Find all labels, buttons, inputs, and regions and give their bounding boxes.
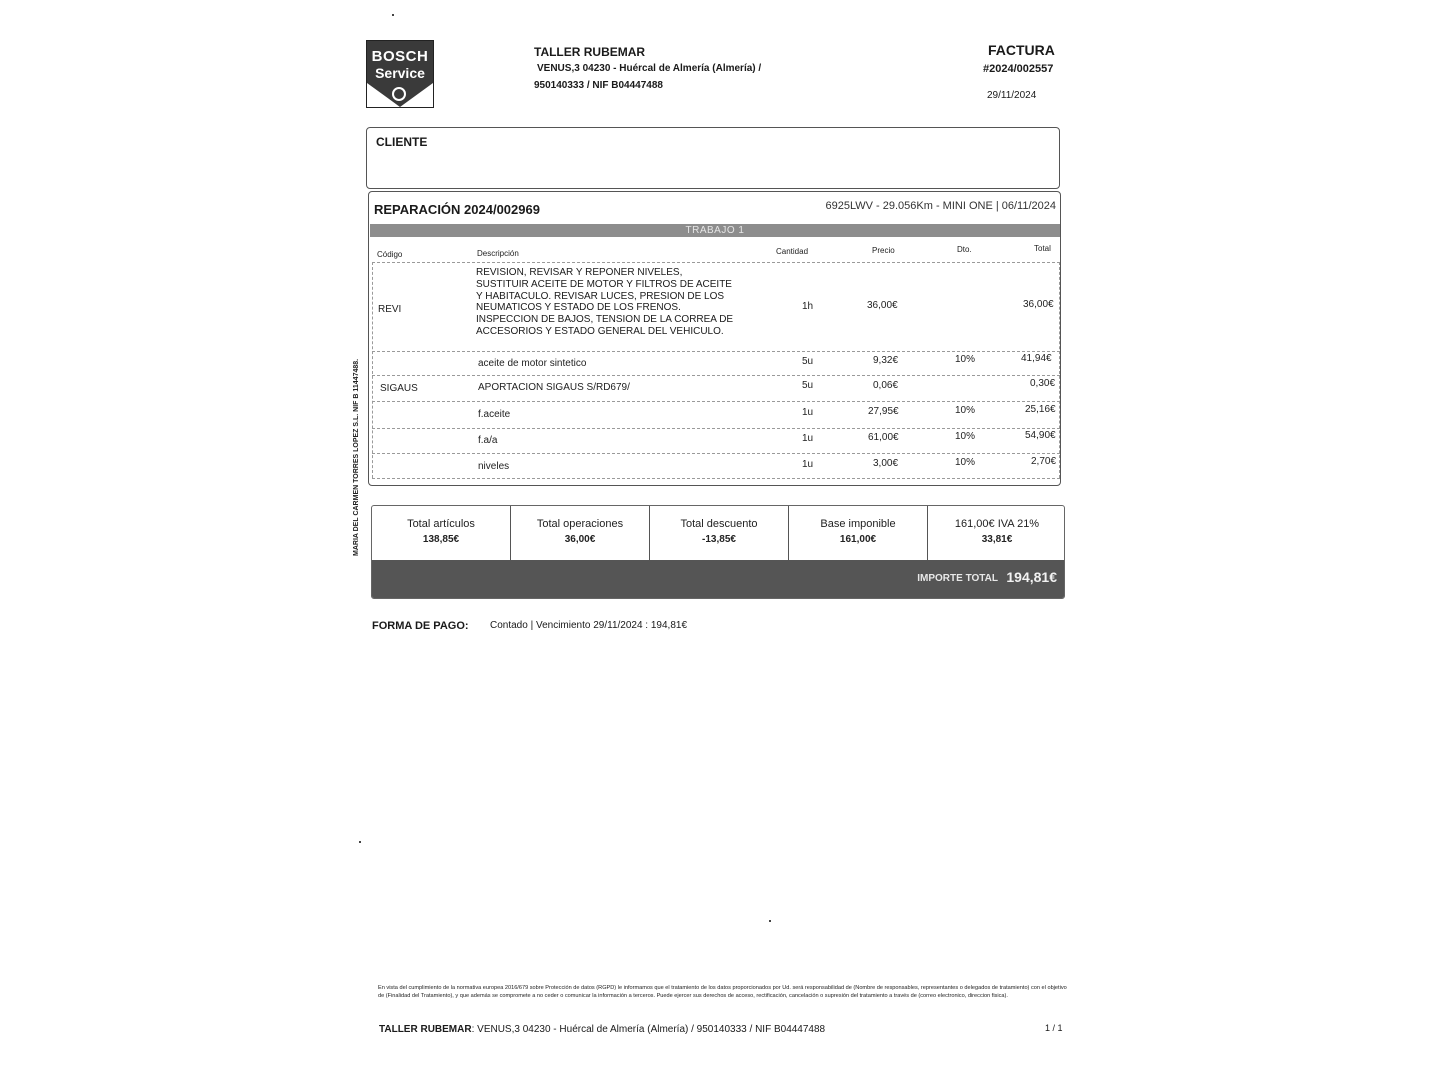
row-price: 3,00€ <box>873 458 899 469</box>
client-label: CLIENTE <box>376 135 428 149</box>
total-operations-value: 36,00€ <box>564 534 596 545</box>
vat-value: 33,81€ <box>981 534 1013 545</box>
footer-address <box>379 1024 825 1035</box>
row-qty: 1h <box>802 301 814 312</box>
col-header-price: Precio <box>872 246 895 255</box>
row-qty: 5u <box>802 356 814 367</box>
vat <box>928 506 1065 560</box>
repair-vehicle-meta: 6925LWV - 29.056Km - MINI ONE | 06/11/2024 <box>825 200 1056 212</box>
total-operations <box>511 506 650 560</box>
invoice-number: #2024/002557 <box>983 63 1054 75</box>
page-number: 1 / 1 <box>1045 1023 1063 1033</box>
row-discount: 10% <box>955 354 976 365</box>
legal-notice: En vista del cumplimiento de la normativa europea 2016/679 sobre Protección de datos (RGPD) le informamos que el tratamiento de los datos proporcionados por Ud. será responsabilidad de (Nombre de responsables, representantes o delegados de tratamiento) con el objetivo de (Finalidad del Tratamiento), y que además se compromete a no ceder o comunicar la información a terceros. Puede ejercer sus derechos de acceso, rectificación, cancelación o supresión del tratamiento a través de (correo electronico, direccion fisica). <box>378 985 1067 999</box>
row-desc: f.a/a <box>478 435 498 446</box>
row-separator <box>372 262 1060 263</box>
row-qty: 5u <box>802 380 814 391</box>
row-separator <box>372 453 1060 454</box>
footer-address-text: : VENUS,3 04230 - Huércal de Almería (Almería) / 950140333 / NIF B04447488 <box>471 1024 826 1035</box>
row-total: 54,90€ <box>1025 430 1056 441</box>
row-desc: APORTACION SIGAUS S/RD679/ <box>478 382 630 393</box>
row-separator <box>372 351 1060 352</box>
col-header-desc: Descripción <box>477 249 519 258</box>
total-articles <box>372 506 511 560</box>
row-total: 41,94€ <box>1021 353 1052 364</box>
row-separator <box>372 478 1060 479</box>
row-total: 36,00€ <box>1023 299 1054 310</box>
col-header-qty: Cantidad <box>776 247 809 256</box>
row-qty: 1u <box>802 433 814 444</box>
company-name: TALLER RUBEMAR <box>534 45 646 59</box>
row-discount: 10% <box>955 457 976 468</box>
bosch-service-logo <box>366 40 434 108</box>
row-discount: 10% <box>955 431 976 442</box>
bosch-armature-icon <box>392 87 406 101</box>
total-articles-label: Total artículos <box>407 518 475 530</box>
invoice-date: 29/11/2024 <box>987 90 1037 101</box>
row-desc: aceite de motor sintetico <box>478 358 587 369</box>
row-price: 0,06€ <box>873 380 899 391</box>
footer-company: TALLER RUBEMAR <box>379 1024 472 1035</box>
payment-label: FORMA DE PAGO: <box>372 620 469 632</box>
row-separator <box>372 428 1060 429</box>
invoice-title: FACTURA <box>988 42 1055 58</box>
col-header-total: Total <box>1034 244 1051 253</box>
row-code: REVI <box>378 304 402 315</box>
row-price: 61,00€ <box>868 432 899 443</box>
total-operations-label: Total operaciones <box>536 518 624 530</box>
column-separator <box>1059 262 1060 478</box>
total-discount-label: Total descuento <box>680 518 758 530</box>
row-code: SIGAUS <box>380 383 418 394</box>
col-header-discount: Dto. <box>957 245 972 254</box>
grand-total-label: IMPORTE TOTAL <box>917 573 998 584</box>
tax-base-value: 161,00€ <box>839 534 877 545</box>
logo-line1: BOSCH <box>371 48 429 65</box>
vat-label: 161,00€ IVA 21% <box>954 518 1040 530</box>
repair-title: REPARACIÓN 2024/002969 <box>374 202 540 217</box>
company-address-line2: 950140333 / NIF B04447488 <box>534 80 663 91</box>
row-price: 36,00€ <box>867 300 898 311</box>
scan-speck <box>392 14 394 16</box>
row-desc: REVISION, REVISAR Y REPONER NIVELES, SUSTITUIR ACEITE DE MOTOR Y FILTROS DE ACEITE Y HABITACULO. REVISAR LUCES, PRESION DE LOS NEUMATICOS Y ESTADO DE LOS FRENOS. INSPECCION DE BAJOS, TENSION DE LA CORREA DE ACCESORIOS Y ESTADO GENERAL DEL VEHICULO. <box>476 267 734 337</box>
row-qty: 1u <box>802 459 814 470</box>
tax-base <box>789 506 928 560</box>
grand-total-bar <box>372 560 1064 598</box>
company-address-line1: VENUS,3 04230 - Huércal de Almería (Almería) / <box>537 63 762 74</box>
col-header-code: Código <box>377 250 403 259</box>
scan-speck <box>769 920 771 922</box>
total-discount-value: -13,85€ <box>702 534 736 545</box>
row-discount: 10% <box>955 405 976 416</box>
column-separator <box>372 262 373 478</box>
total-discount <box>650 506 789 560</box>
payment-details: Contado | Vencimiento 29/11/2024 : 194,81€ <box>490 620 688 631</box>
total-articles-value: 138,85€ <box>422 534 460 545</box>
side-company-text: MARIA DEL CARMEN TORRES LOPEZ S.L. NIF B 11447488. <box>353 358 360 556</box>
row-price: 9,32€ <box>873 355 899 366</box>
row-desc: f.aceite <box>478 409 511 420</box>
row-total: 2,70€ <box>1031 456 1057 467</box>
row-separator <box>372 401 1060 402</box>
row-total: 25,16€ <box>1025 404 1056 415</box>
scan-speck <box>359 841 361 843</box>
row-qty: 1u <box>802 407 814 418</box>
section-bar: TRABAJO 1 <box>370 224 1060 237</box>
row-price: 27,95€ <box>868 406 899 417</box>
tax-base-label: Base imponible <box>820 518 896 530</box>
grand-total-value: 194,81€ <box>1006 569 1057 585</box>
row-separator <box>372 375 1060 376</box>
client-box <box>366 127 1060 189</box>
totals-box <box>371 505 1065 599</box>
logo-line2: Service <box>375 65 425 81</box>
row-total: 0,30€ <box>1030 378 1056 389</box>
row-desc: niveles <box>478 461 510 472</box>
